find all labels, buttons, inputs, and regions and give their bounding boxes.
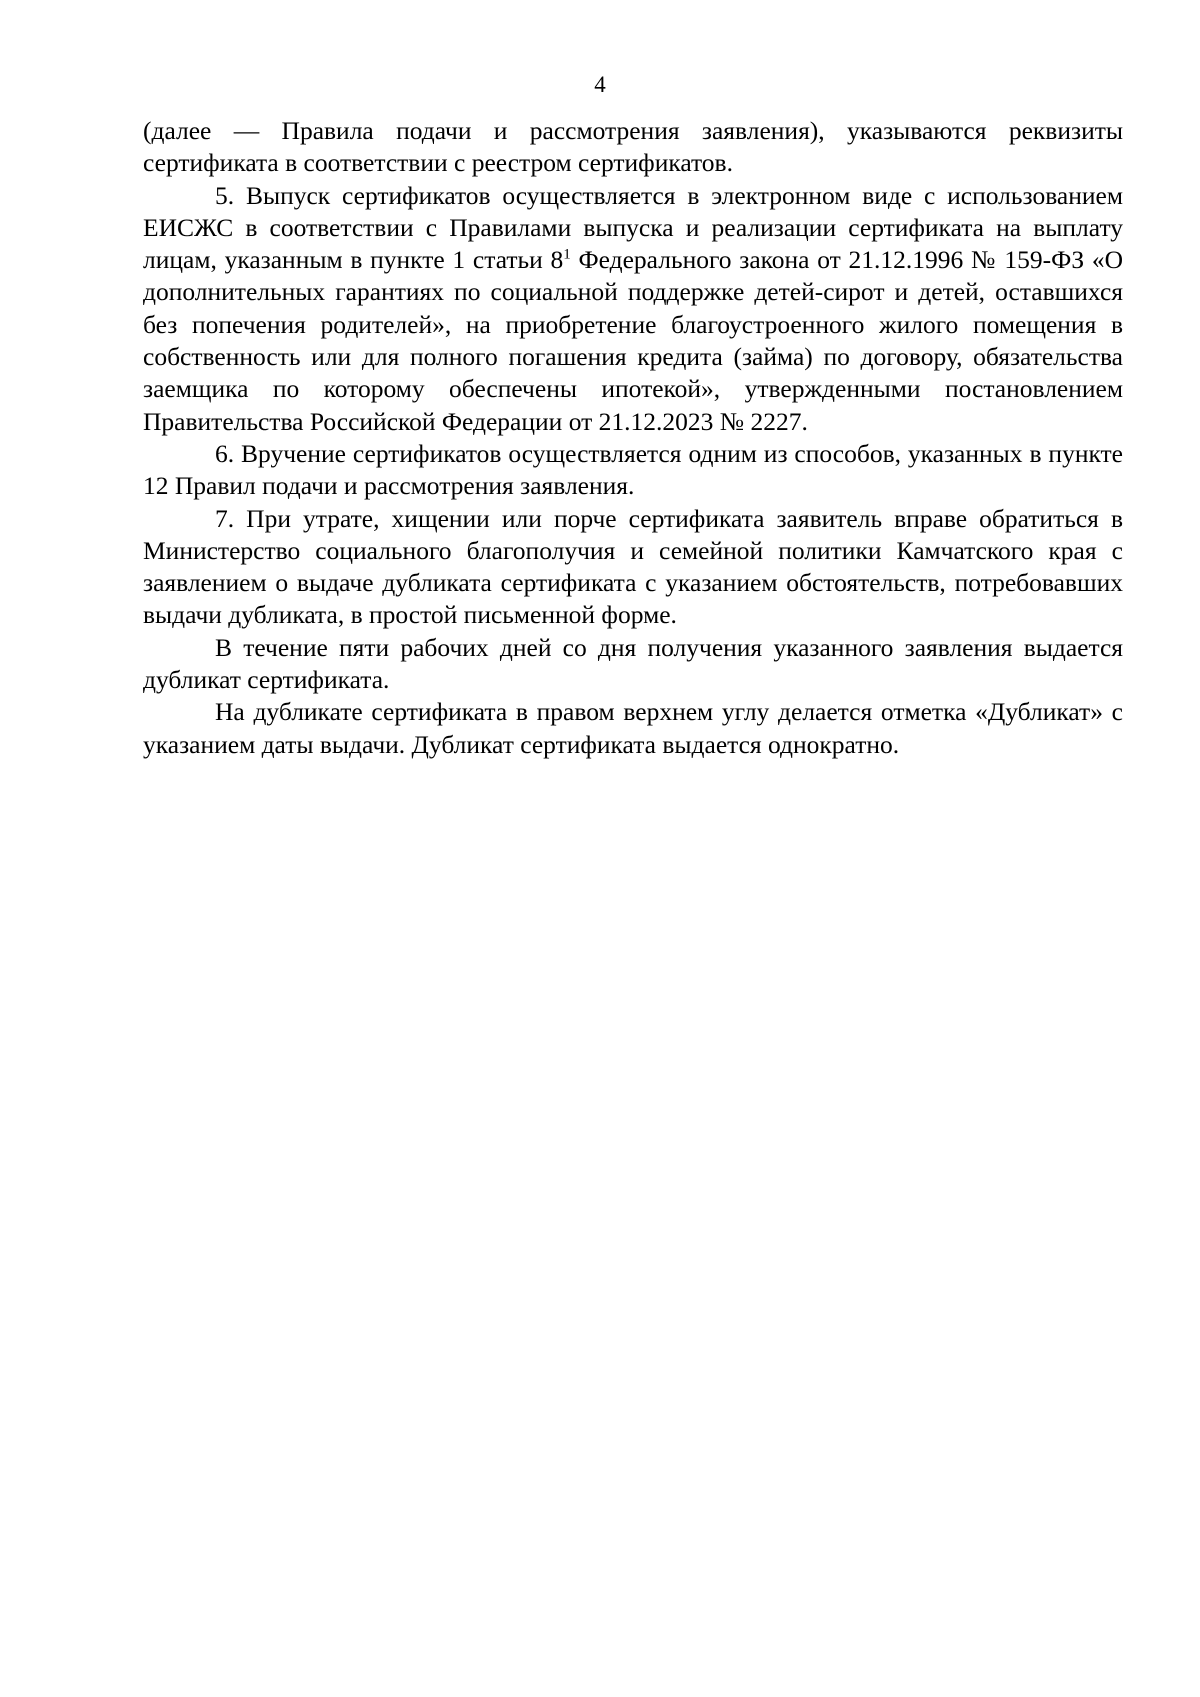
superscript-1: 1	[563, 246, 571, 263]
paragraph-duplicate-mark: На дубликате сертификата в правом верхнем углу делается отметка «Дубликат» с указанием даты выдачи. Дубликат сертификата выдается однократно.	[143, 697, 1123, 759]
paragraph-item-6: 6. Вручение сертификатов осуществляется одним из способов, указанных в пункте 12 Правил подачи и рассмотрения заявления.	[143, 438, 1123, 501]
paragraph-item-5-text-b: Федерального закона от 21.12.1996 № 159-ФЗ «О дополнительных гарантиях по социальной поддержке детей-сирот и детей, оставшихся без попечения родителей», на приобретение благоустроенного жилого помещения в собственность или для полного погашения кредита (займа) по договору, обязательства заемщика по которому обеспечены ипотекой», утвержденными постановлением Правительства Российской Федерации от 21.12.2023 № 2227.	[143, 245, 1124, 436]
paragraph-item-7: 7. При утрате, хищении или порче сертификата заявитель вправе обратиться в Министерство социального благополучия и семейной политики Камчатского края с заявлением о выдаче дубликата сертификата с указанием обстоятельств, потребовавших выдачи дубликата, в простой письменной форме.	[143, 503, 1123, 630]
paragraph-item-5	[143, 180, 1123, 438]
paragraph-duplicate-term: В течение пяти рабочих дней со дня получения указанного заявления выдается дубликат сертификата.	[143, 632, 1123, 695]
paragraph-continuation: (далее — Правила подачи и рассмотрения заявления), указываются реквизиты сертификата в соответствии с реестром сертификатов.	[143, 116, 1123, 178]
page-number: 4	[594, 72, 606, 97]
paragraph-item-5-text-a: 5. Выпуск сертификатов осуществляется в электронном виде с использованием ЕИСЖС в соответствии с Правилами выпуска и реализации сертификата на выплату лицам, указанным в пункте 1 статьи 8	[143, 180, 1123, 275]
document-body	[143, 115, 1123, 761]
